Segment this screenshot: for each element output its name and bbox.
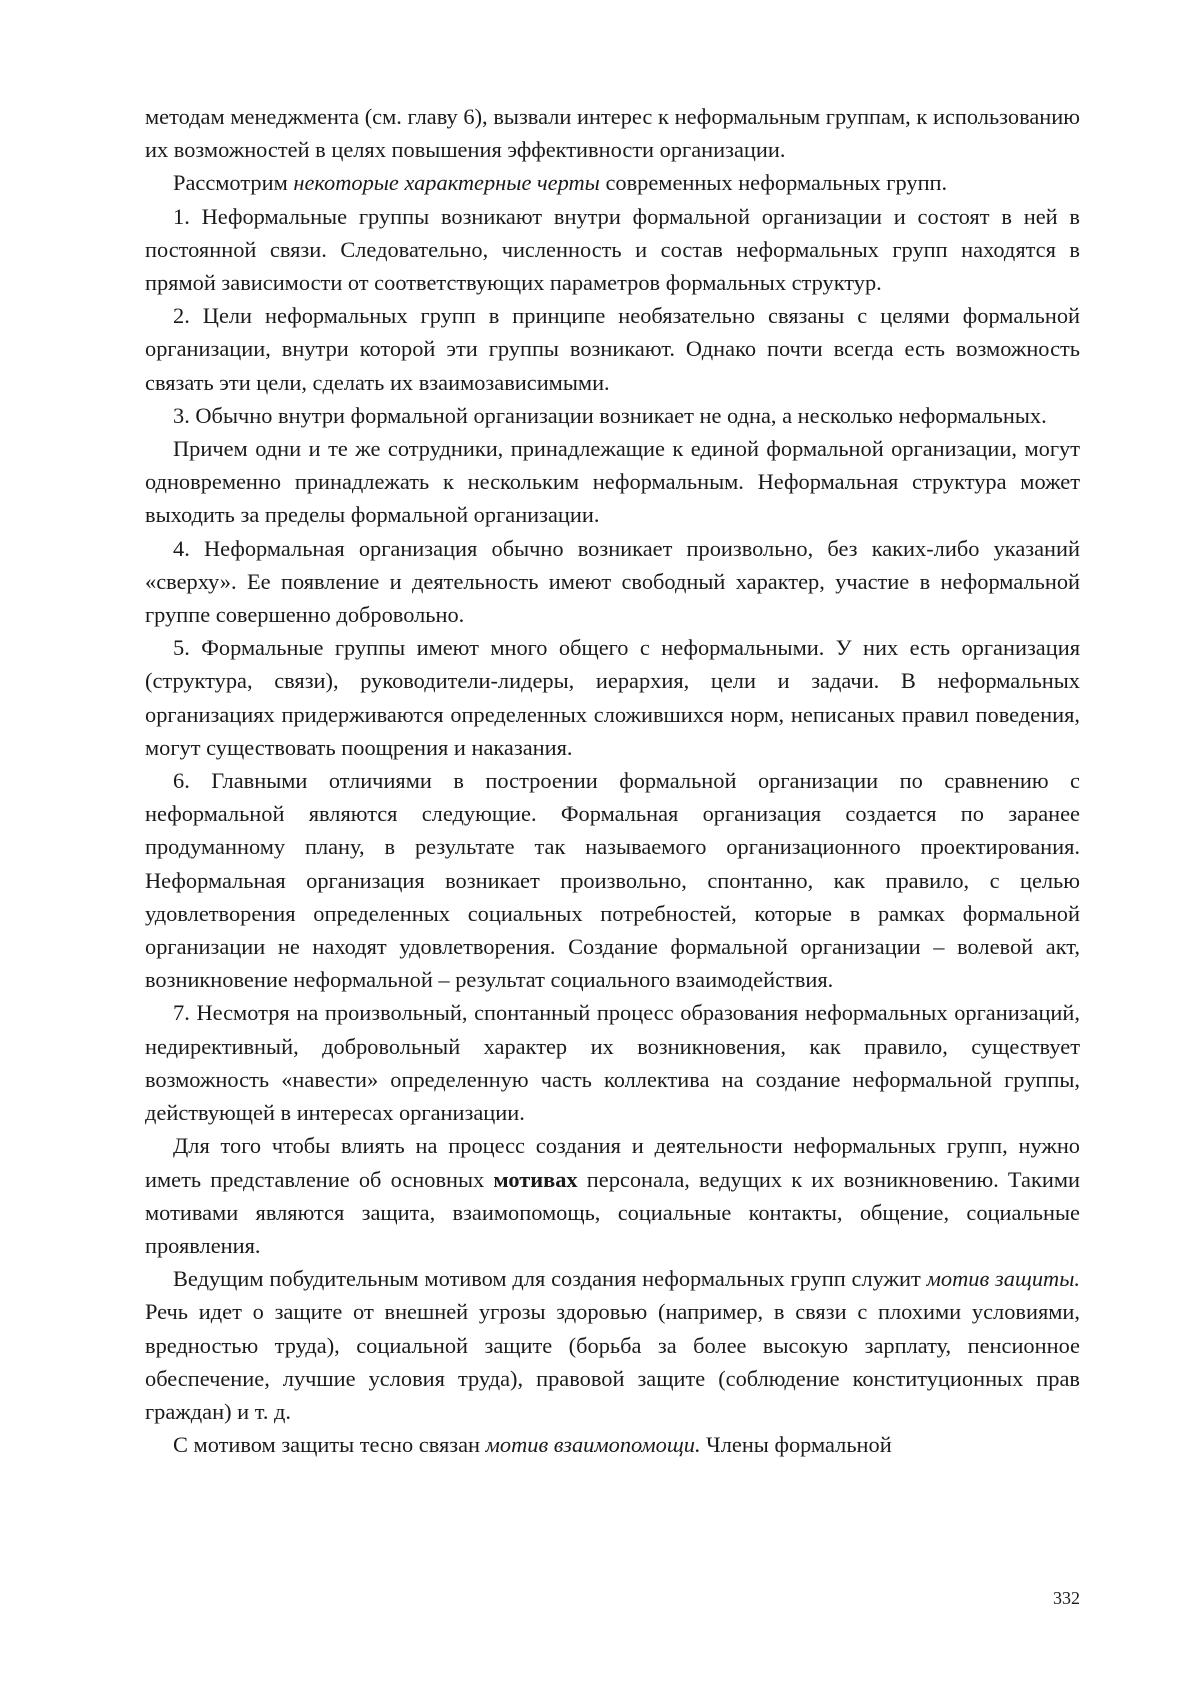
italic-phrase: мотив защиты. bbox=[926, 1266, 1080, 1292]
paragraph: методам менеджмента (см. главу 6), вызвали интерес к неформальным группам, к использованию их возможностей в целях повышения эффективности организации. bbox=[145, 104, 1080, 163]
list-item: 5. Формальные группы имеют много общего с неформальными. У них есть организация (структура, связи), руководители-лидеры, иерархия, цели и задачи. В неформальных организациях придерживаются определенных сложившихся норм, неписаных правил поведения, могут существовать поощрения и наказания. bbox=[145, 635, 1080, 760]
document-body bbox=[145, 100, 1080, 1461]
paragraph: С мотивом защиты тесно связан мотив взаимопомощи. Члены формальной bbox=[173, 1432, 892, 1458]
paragraph: Рассмотрим некоторые характерные черты современных неформальных групп. bbox=[173, 170, 948, 196]
paragraph: Ведущим побудительным мотивом для создания неформальных групп служит мотив защиты. Речь идет о защите от внешней угрозы здоровью (например, в связи с плохими условиями, вредностью труда), социальной защите (борьба за более высокую зарплату, пенсионное обеспечение, лучшие условия труда), правовой защите (соблюдение конституционных прав граждан) и т. д. bbox=[145, 1266, 1080, 1424]
bold-term: мотивах bbox=[493, 1166, 578, 1192]
list-item: 4. Неформальная организация обычно возникает произвольно, без каких-либо указаний «сверху». Ее появление и деятельность имеют свободный характер, участие в неформальной группе совершенно добровольно. bbox=[145, 535, 1080, 628]
list-item: 7. Несмотря на произвольный, спонтанный процесс образования неформальных организаций, недирективный, добровольный характер их возникновения, как правило, существует возможность «навести» определенную часть коллектива на создание неформальной группы, действующей в интересах организации. bbox=[145, 1000, 1080, 1126]
italic-phrase: мотив взаимопомощи. bbox=[485, 1432, 701, 1458]
italic-phrase: некоторые характерные черты bbox=[293, 170, 600, 196]
list-item: 2. Цели неформальных групп в принципе необязательно связаны с целями формальной организации, внутри которой эти группы возникают. Однако почти всегда есть возможность связать эти цели, сделать их взаимозависимыми. bbox=[145, 303, 1080, 395]
list-item: 6. Главными отличиями в построении формальной организации по сравнению с неформальной являются следующие. Формальная организация создается по заранее продуманному плану, в результате так называемого организационного проектирования. Неформальная организация возникает произвольно, спонтанно, как правило, с целью удовлетворения определенных социальных потребностей, которые в рамках формальной организации не находят удовлетворения. Создание формальной организации – волевой акт, возникновение неформальной – результат социального взаимодействия. bbox=[145, 768, 1080, 993]
page-number: 332 bbox=[1053, 1588, 1080, 1608]
paragraph: Причем одни и те же сотрудники, принадлежащие к единой формальной организации, могут одновременно принадлежать к нескольким неформальным. Неформальная структура может выходить за пределы формальной организации. bbox=[145, 436, 1080, 528]
list-item: 1. Неформальные группы возникают внутри формальной организации и состоят в ней в постоянной связи. Следовательно, численность и состав неформальных групп находятся в прямой зависимости от соответствующих параметров формальных структур. bbox=[145, 203, 1080, 296]
paragraph: Для того чтобы влиять на процесс создания и деятельности неформальных групп, нужно иметь представление об основных мотивах персонала, ведущих к их возникновению. Такими мотивами являются защита, взаимопомощь, социальные контакты, общение, социальные проявления. bbox=[145, 1133, 1080, 1258]
list-item: 3. Обычно внутри формальной организации возникает не одна, а несколько неформальных. bbox=[173, 402, 1047, 428]
